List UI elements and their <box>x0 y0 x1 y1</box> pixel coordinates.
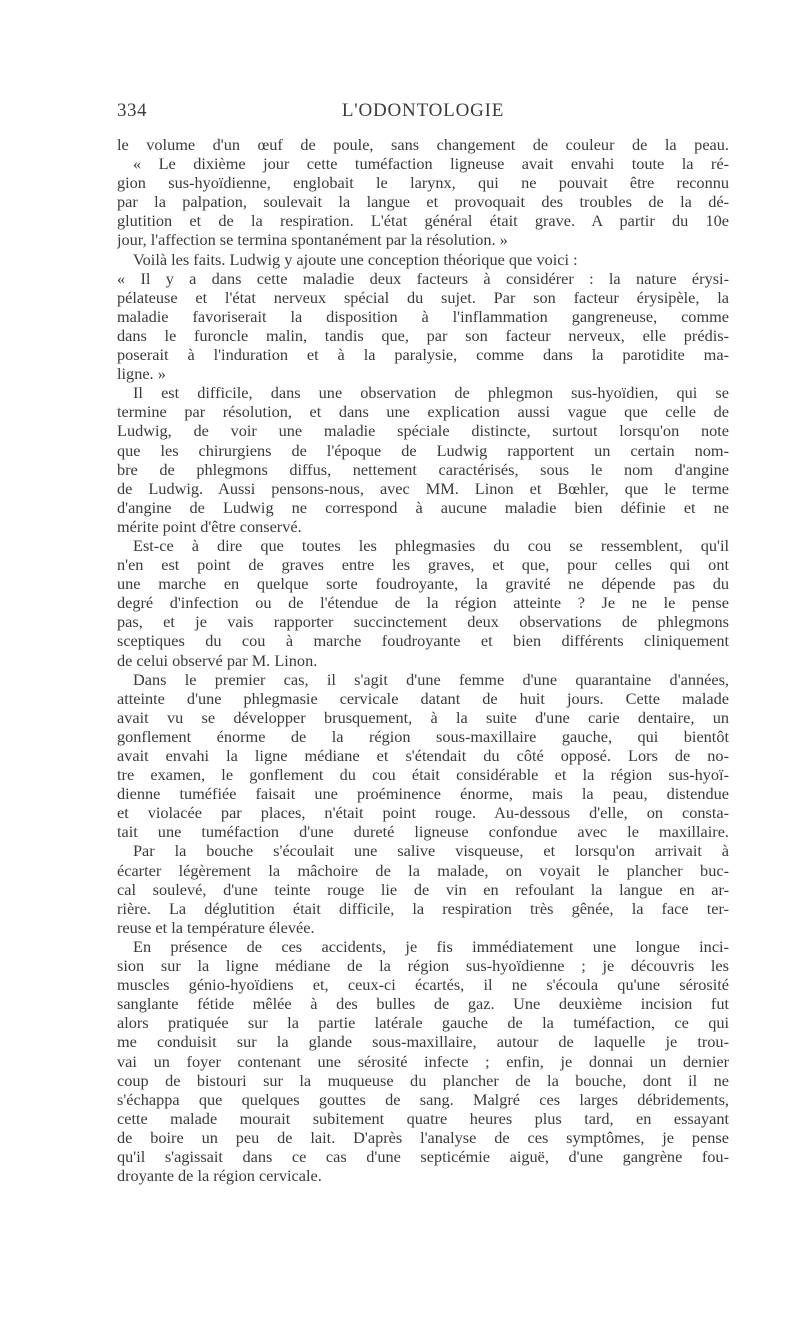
text-line: Par la bouche s'écoulait une salive visqueuse, et lorsqu'on arrivait à <box>133 841 729 861</box>
text-line: maladie favoriserait la disposition à l'inflammation gangreneuse, comme <box>117 306 729 326</box>
text-line: En présence de ces accidents, je fis immédiatement une longue inci- <box>133 936 729 956</box>
text-line: jour, l'affection se termina spontanément par la résolution. » <box>117 230 508 250</box>
text-line: Voilà les faits. Ludwig y ajoute une conception théorique que voici : <box>133 249 578 269</box>
text-line: Ludwig, de voir une maladie spéciale distincte, surtout lorsqu'on note <box>117 421 729 441</box>
text-line: Dans le premier cas, il s'agit d'une femme d'une quarantaine d'années, <box>133 669 729 689</box>
page-header <box>117 100 729 130</box>
text-line: gonflement énorme de la région sous-maxillaire gauche, qui bientôt <box>117 726 729 746</box>
running-title: L'ODONTOLOGIE <box>341 100 505 121</box>
text-line: poserait à l'induration et à la paralysie, comme dans la parotidite ma- <box>117 345 729 365</box>
text-line: reuse et la température élevée. <box>117 917 315 937</box>
text-line: atteinte d'une phlegmasie cervicale datant de huit jours. Cette malade <box>117 688 729 708</box>
text-line: une marche en quelque sorte foudroyante, la gravité ne dépende pas du <box>117 574 729 594</box>
text-line: de Ludwig. Aussi pensons-nous, avec MM. Linon et Bœhler, que le terme <box>117 478 729 498</box>
text-line: de celui observé par M. Linon. <box>117 650 318 670</box>
text-line: s'échappa que quelques gouttes de sang. Malgré ces larges débridements, <box>117 1089 729 1109</box>
text-line: cal soulevé, d'une teinte rouge lie de vin en refoulant la langue en ar- <box>117 879 729 899</box>
text-line: pélateuse et l'état nerveux spécial du sujet. Par son facteur érysipèle, la <box>117 287 729 307</box>
text-line: glutition et de la respiration. L'état général était grave. A partir du 10e <box>117 211 729 231</box>
text-line: muscles génio-hyoïdiens et, ceux-ci écartés, il ne s'écoula qu'une sérosité <box>117 975 729 995</box>
text-line: que les chirurgiens de l'époque de Ludwig rapportent un certain nom- <box>117 440 729 460</box>
text-line: bre de phlegmons diffus, nettement caractérisés, sous le nom d'angine <box>117 459 729 479</box>
text-line: sanglante fétide mêlée à des bulles de gaz. Une deuxième incision fut <box>117 994 729 1014</box>
text-line: tait une tuméfaction d'une dureté ligneuse confondue avec le maxillaire. <box>117 822 729 842</box>
text-line: d'angine de Ludwig ne correspond à aucune maladie bien définie et ne <box>117 497 729 517</box>
text-line: dans le furoncle malin, tandis que, par son facteur nerveux, elle prédis- <box>117 325 729 345</box>
text-line: avait envahi la ligne médiane et s'étendait du côté opposé. Lors de no- <box>117 746 729 765</box>
text-line: ligne. » <box>117 364 166 384</box>
text-line: tre examen, le gonflement du cou était considérable et la région sus-hyoï- <box>117 765 729 785</box>
text-line: de boire un peu de lait. D'après l'analyse de ces symptômes, je pense <box>117 1127 729 1147</box>
text-line: pas, et je vais rapporter succinctement deux observations de phlegmons <box>117 612 729 632</box>
text-line: rière. La déglutition était difficile, la respiration très gênée, la face ter- <box>117 898 729 918</box>
text-line: qu'il s'agissait dans ce cas d'une septicémie aiguë, d'une gangrène fou- <box>117 1146 729 1166</box>
text-line: par la palpation, soulevait la langue et provoquait des troubles de la dé- <box>117 192 729 212</box>
text-line: dienne tuméfiée faisait une proéminence énorme, mais la peau, distendue <box>117 784 729 804</box>
body-text <box>117 135 729 1185</box>
text-line: et violacée par places, n'était point rouge. Au-dessous d'elle, on consta- <box>117 803 729 823</box>
text-line: Il est difficile, dans une observation de phlegmon sus-hyoïdien, qui se <box>133 383 729 403</box>
text-line: vai un foyer contenant une sérosité infecte ; enfin, je donnai un dernier <box>117 1051 729 1071</box>
text-line: n'en est point de graves entre les graves, et que, pour celles qui ont <box>117 555 729 575</box>
text-line: gion sus-hyoïdienne, englobait le larynx, qui ne pouvait être reconnu <box>117 173 729 193</box>
text-line: cette malade mourait subitement quatre heures plus tard, en essayant <box>117 1108 729 1128</box>
text-line: le volume d'un œuf de poule, sans changement de couleur de la peau. <box>117 135 729 154</box>
text-line: sceptiques du cou à marche foudroyante et bien différents cliniquement <box>117 631 729 651</box>
text-line: « Il y a dans cette maladie deux facteurs à considérer : la nature érysi- <box>117 268 729 288</box>
text-line: coup de bistouri sur la muqueuse du plancher de la bouche, dont il ne <box>117 1070 729 1090</box>
text-line: « Le dixième jour cette tuméfaction ligneuse avait envahi toute la ré- <box>133 154 729 174</box>
text-line: sion sur la ligne médiane de la région sus-hyoïdienne ; je découvris les <box>117 956 729 976</box>
text-line: écarter légèrement la mâchoire de la malade, on voyait le plancher buc- <box>117 860 729 880</box>
text-line: degré d'infection ou de l'étendue de la région atteinte ? Je ne le pense <box>117 593 729 613</box>
text-line: alors pratiquée sur la partie latérale gauche de la tuméfaction, ce qui <box>117 1013 729 1033</box>
text-line: avait vu se développer brusquement, à la suite d'une carie dentaire, un <box>117 707 729 727</box>
text-line: Est-ce à dire que toutes les phlegmasies du cou se ressemblent, qu'il <box>133 535 729 555</box>
text-line: mérite point d'être conservé. <box>117 516 302 536</box>
text-line: droyante de la région cervicale. <box>117 1166 322 1186</box>
text-line: termine par résolution, et dans une explication aussi vague que celle de <box>117 402 729 422</box>
text-line: me conduisit sur la glande sous-maxillaire, autour de laquelle je trou- <box>117 1032 729 1052</box>
page-number: 334 <box>117 100 147 121</box>
